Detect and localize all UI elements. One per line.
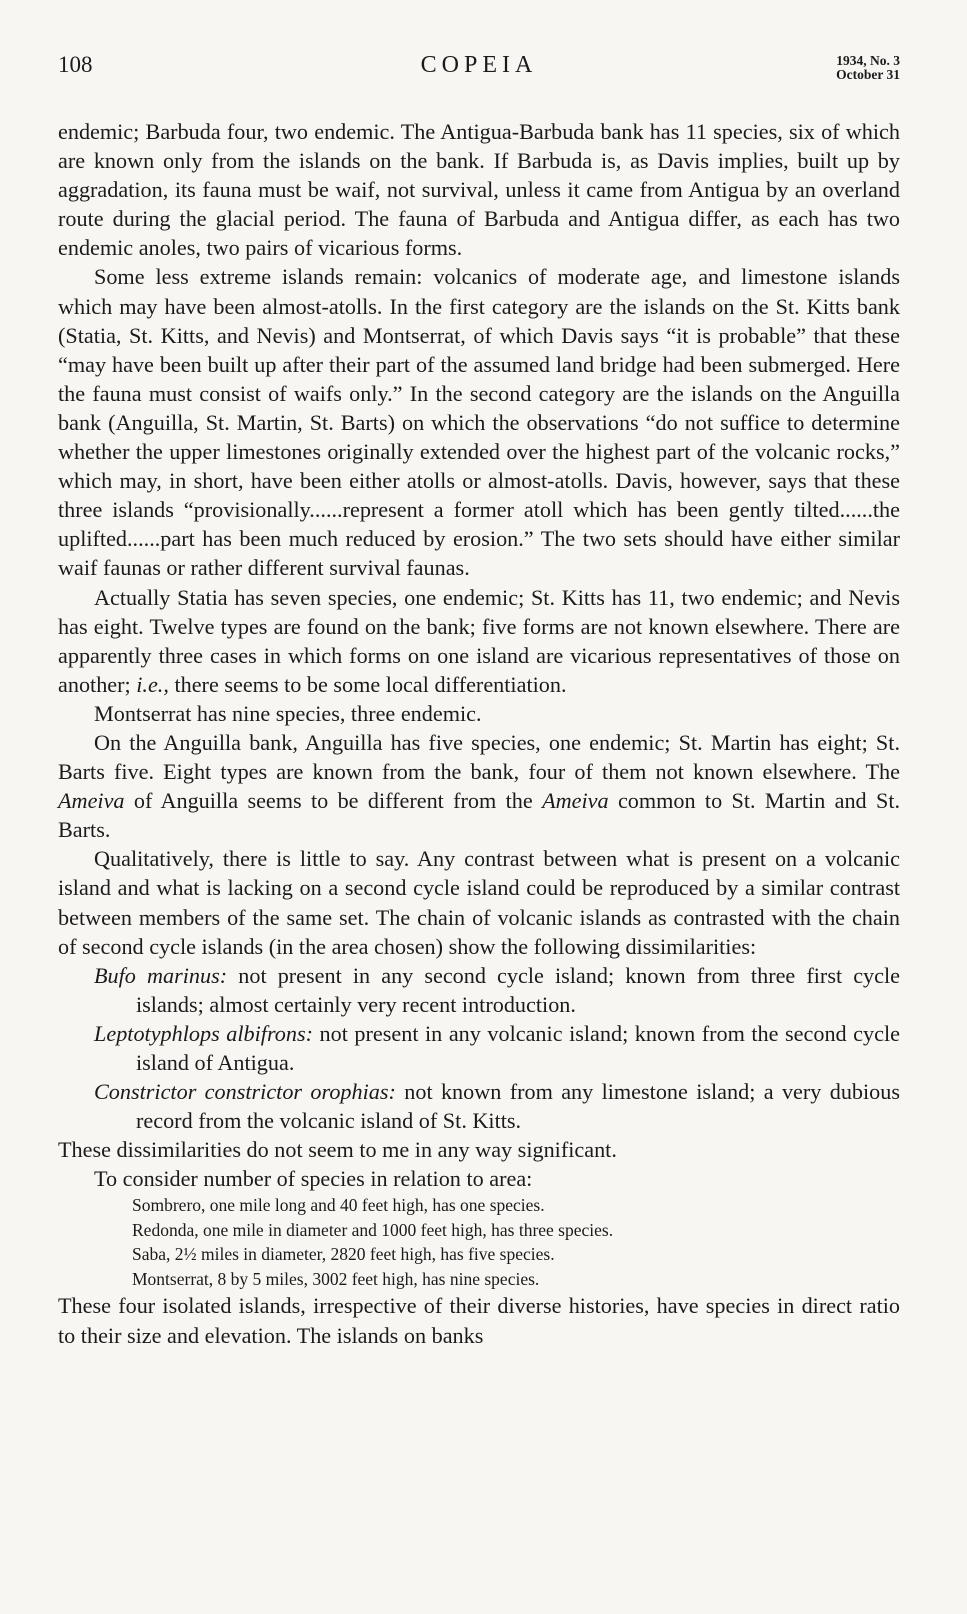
paragraph-6: Qualitatively, there is little to say. Any contrast between what is present on a volcanic island and what is lacking on a second cycle island could be reproduced by a similar contrast between members of the same set. The chain of volcanic islands as contrasted with the chain of second cycle islands (in the area chosen) show the following dissimilarities:	[58, 846, 900, 959]
page-number: 108	[58, 52, 93, 77]
issue-info	[836, 54, 900, 82]
island-item: Saba, 2½ miles in diameter, 2820 feet high, has five species.	[132, 1244, 555, 1265]
species-item	[58, 961, 900, 1019]
species-name: Leptotyphlops albifrons:	[94, 1020, 313, 1046]
species-list	[58, 961, 900, 1136]
island-item: Redonda, one mile in diameter and 1000 feet high, has three species.	[132, 1219, 614, 1240]
species-name: Constrictor constrictor orophias:	[94, 1079, 396, 1105]
genus-ameiva: Ameiva	[58, 788, 125, 814]
paragraph-8: To consider number of species in relation to area:	[94, 1166, 533, 1192]
species-item	[58, 1019, 900, 1077]
species-note: not present in any volcanic island; known from the second cycle island of Antigua.	[136, 1020, 900, 1075]
paragraph-1: endemic; Barbuda four, two endemic. The Antigua-Barbuda bank has 11 species, six of which are known only from the islands on the bank. If Barbuda is, as Davis implies, built up by aggradation, its fauna must be waif, not survival, unless it came from Antigua by an overland route during the glacial period. The fauna of Barbuda and Antigua differ, as each has two endemic anoles, two pairs of vicarious forms.	[58, 119, 900, 261]
journal-title: COPEIA	[420, 52, 538, 78]
issue-date: October 31	[836, 67, 900, 82]
paragraph-3	[58, 583, 900, 699]
article-body	[58, 117, 900, 1350]
genus-ameiva: Ameiva	[542, 788, 609, 814]
paragraph-7: These dissimilarities do not seem to me in any way significant.	[58, 1137, 617, 1163]
paragraph-9: These four isolated islands, irrespective of their diverse histories, have species in direct ratio to their size and elevation. The islands on banks	[58, 1293, 900, 1348]
ie-abbreviation: i.e.,	[136, 671, 169, 697]
species-note: not present in any second cycle island; known from three first cycle islands; almost certainly very recent introduction.	[136, 962, 901, 1017]
island-list	[58, 1193, 900, 1291]
issue-number: 1934, No. 3	[836, 53, 900, 68]
species-item	[58, 1077, 900, 1135]
paragraph-2: Some less extreme islands remain: volcanics of moderate age, and limestone islands which may have been almost-atolls. In the first category are the islands on the St. Kitts bank (Statia, St. Kitts, and Nevis) and Montserrat, of which Davis says “it is probable” that these “may have been built up after their part of the assumed land bridge had been submerged. Here the fauna must consist of waifs only.” In the second category are the islands on the Anguilla bank (Anguilla, St. Martin, St. Barts) on which the observations “do not suffice to determine whether the upper limestones originally extended over the highest part of the volcanic rocks,” which may, in short, have been either atolls or almost-atolls. Davis, however, says that these three islands “provisionally......represent a former atoll which has been gently tilted......the uplifted......part has been much reduced by erosion.” The two sets should have either similar waif faunas or rather different survival faunas.	[58, 264, 900, 581]
paragraph-3-text-b: there seems to be some local differentiation.	[174, 671, 567, 697]
paragraph-5-text-b: of Anguilla seems to be different from the	[133, 788, 533, 814]
island-item: Sombrero, one mile long and 40 feet high, has one species.	[132, 1195, 545, 1216]
paragraph-5	[58, 728, 900, 844]
paragraph-5-text-a: On the Anguilla bank, Anguilla has five species, one endemic; St. Martin has eight; St. Barts five. Eight types are known from the bank, four of them not known elsewhere. The	[58, 729, 900, 785]
paragraph-4: Montserrat has nine species, three endemic.	[94, 700, 482, 726]
species-note: not known from any limestone island; a very dubious record from the volcanic island of St. Kitts.	[136, 1079, 900, 1134]
paragraph-3-text-a: Actually Statia has seven species, one endemic; St. Kitts has 11, two endemic; and Nevis has eight. Twelve types are found on the bank; five forms are not known elsewhere. There are apparently three cases in which forms on one island are vicarious representatives of those on another;	[58, 584, 900, 697]
species-name: Bufo marinus:	[94, 962, 228, 988]
running-header	[58, 52, 900, 92]
paragraph-5-text-c: common to St. Martin and St. Barts.	[58, 788, 901, 843]
island-item: Montserrat, 8 by 5 miles, 3002 feet high, has nine species.	[132, 1268, 540, 1289]
